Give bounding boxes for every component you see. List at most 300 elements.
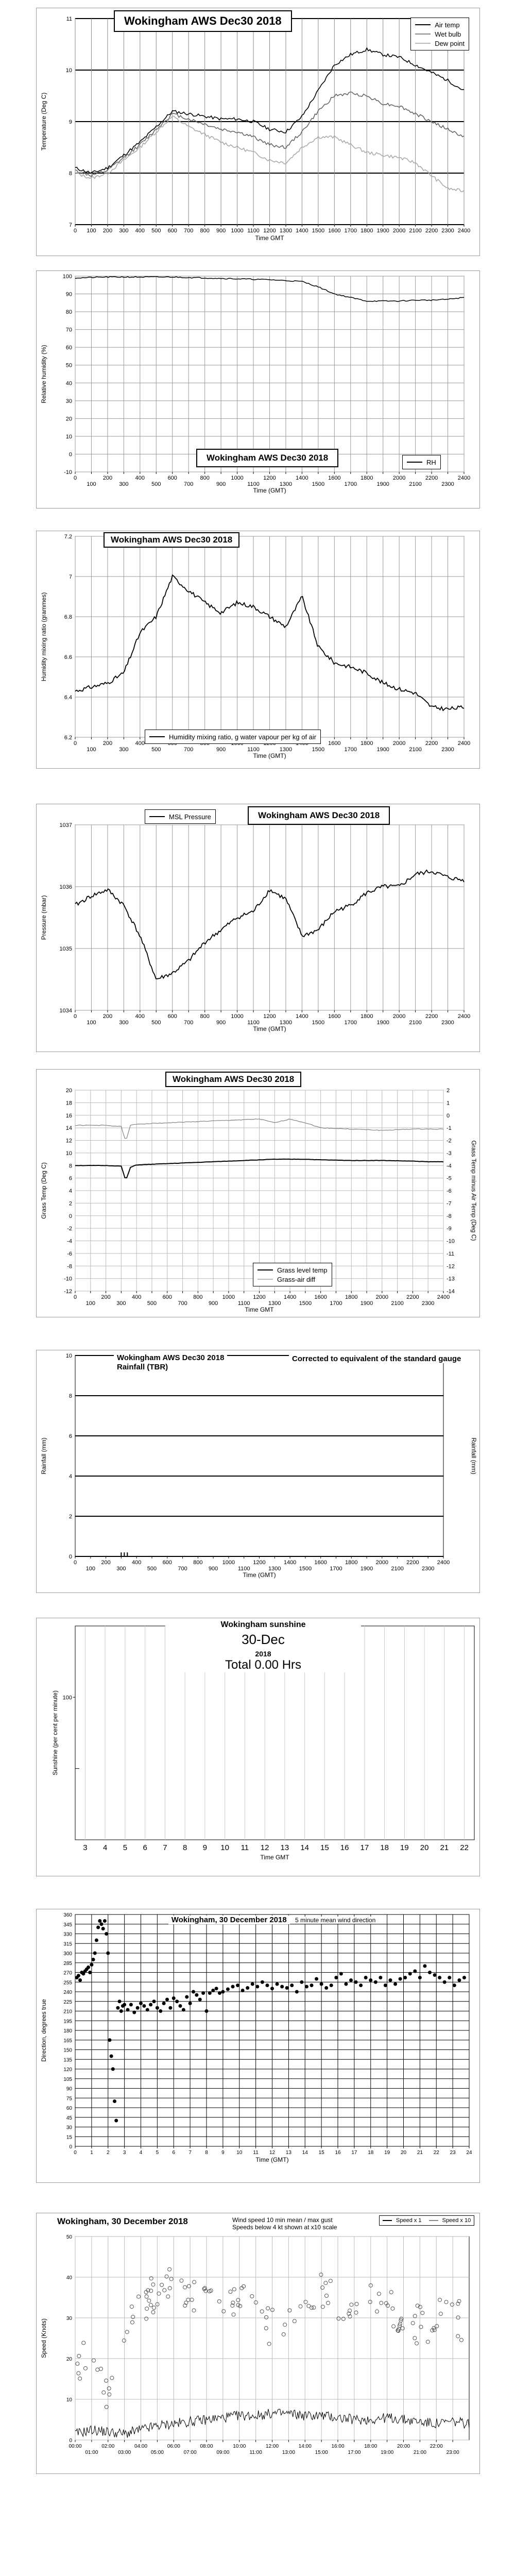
- mixing-ratio-chart-panel: [36, 531, 480, 769]
- gauge-note: Corrected to equivalent of the standard gauge: [289, 1354, 464, 1363]
- x-tick-label: 800: [200, 228, 210, 234]
- chart-title: Wokingham AWS Dec30 2018: [196, 449, 338, 467]
- y-axis-label: Humidity mixing ratio (grammes): [40, 592, 47, 682]
- y-tick-label: 1035: [59, 946, 72, 952]
- x-tick-label: 700: [184, 228, 194, 234]
- x-tick-label: 1100: [247, 1020, 260, 1026]
- y-tick-label: 1037: [59, 822, 72, 828]
- x-tick-label: 07:00: [183, 2450, 197, 2455]
- direction-point: [453, 1984, 456, 1987]
- x-axis-label: Time (GMT): [243, 1571, 276, 1579]
- x-tick-label: 11: [241, 1843, 249, 1852]
- x-tick-label: 10: [220, 1843, 229, 1852]
- x-tick-label: 2200: [406, 1560, 419, 1566]
- x-tick-label: 700: [178, 1300, 187, 1307]
- direction-point: [265, 1984, 269, 1987]
- direction-point: [236, 1984, 239, 1987]
- x-tick-label: 1000: [222, 1294, 235, 1300]
- x-tick-label: 400: [131, 1294, 142, 1300]
- direction-point: [413, 1970, 417, 1973]
- x-tick-label: 1900: [360, 1300, 373, 1307]
- x-tick-label: 09:00: [216, 2450, 230, 2455]
- direction-point: [185, 1995, 188, 1999]
- legend-swatch-rh: [407, 462, 422, 463]
- direction-point: [251, 1982, 254, 1986]
- x-tick-label: 10:00: [233, 2444, 246, 2449]
- direction-point: [393, 1982, 397, 1986]
- y-tick-label: -12: [64, 1289, 72, 1295]
- y-tick-label: 8: [68, 1393, 72, 1399]
- direction-point: [106, 1952, 110, 1955]
- legend-label: Air temp: [435, 21, 460, 29]
- x-tick-label: 4: [102, 1843, 108, 1852]
- x-tick-label: 7: [163, 1843, 167, 1852]
- direction-point: [92, 1958, 95, 1961]
- x-tick-label: 2200: [406, 1294, 419, 1300]
- y2-tick-label: -1: [447, 1125, 452, 1132]
- wind-direction-chart: [37, 1909, 479, 2182]
- direction-point: [423, 1964, 426, 1968]
- sunshine-total: Total 0.00 Hrs: [225, 1658, 302, 1672]
- direction-point: [188, 2002, 192, 2005]
- x-tick-label: 1300: [279, 481, 293, 487]
- x-tick-label: 8: [205, 2150, 208, 2156]
- direction-point: [198, 1998, 202, 2002]
- direction-point: [208, 1991, 212, 1995]
- direction-point: [408, 1972, 412, 1976]
- direction-point: [231, 1985, 235, 1989]
- direction-point: [113, 2099, 116, 2103]
- x-tick-label: 300: [116, 1300, 126, 1307]
- direction-point: [108, 2038, 111, 2042]
- x-tick-label: 2000: [375, 1560, 389, 1566]
- x-tick-label: 15:00: [315, 2450, 328, 2455]
- direction-point: [95, 1939, 98, 1942]
- x-tick-label: 0: [73, 1013, 77, 1020]
- x-tick-label: 1500: [299, 1300, 312, 1307]
- x-tick-label: 1700: [344, 228, 357, 234]
- y-tick-label: 10: [65, 1353, 72, 1359]
- y-tick-label: 135: [63, 2057, 72, 2063]
- direction-point: [201, 1991, 205, 1995]
- x-tick-label: 1100: [237, 1566, 250, 1572]
- y2-tick-label: -4: [447, 1163, 452, 1170]
- chart-title: Wokingham AWS Dec30 2018: [248, 806, 390, 825]
- x-tick-label: 2100: [391, 1300, 404, 1307]
- direction-point: [123, 2003, 126, 2007]
- x-tick-label: 1900: [360, 1566, 373, 1572]
- direction-point: [276, 1982, 279, 1986]
- x-tick-label: 1000: [222, 1560, 235, 1566]
- chart-title: Wokingham, 30 December 2018: [57, 2216, 188, 2226]
- y-tick-label: 14: [65, 1125, 72, 1132]
- x-tick-label: 2100: [409, 228, 422, 234]
- x-tick-label: 06:00: [167, 2444, 180, 2449]
- direction-point: [114, 2119, 118, 2123]
- direction-point: [146, 2008, 149, 2012]
- x-tick-label: 1000: [231, 228, 244, 234]
- x-tick-label: 1700: [344, 481, 357, 487]
- y-tick-label: 7: [68, 222, 72, 228]
- direction-point: [241, 1989, 245, 1992]
- direction-point: [438, 1976, 441, 1979]
- chart-legend: [253, 1263, 332, 1286]
- x-tick-label: 18: [368, 2150, 374, 2156]
- y-tick-label: 210: [63, 2009, 72, 2015]
- y-tick-label: 150: [63, 2047, 72, 2054]
- x-tick-label: 17:00: [348, 2450, 361, 2455]
- direction-point: [111, 2067, 115, 2071]
- y-tick-label: 4: [68, 1473, 72, 1480]
- x-tick-label: 100: [87, 1020, 96, 1026]
- y-tick-label: 180: [63, 2028, 72, 2034]
- direction-point: [165, 1998, 169, 2002]
- x-tick-label: 3: [123, 2150, 126, 2156]
- y-tick-label: 300: [63, 1951, 72, 1957]
- y-axis-label: Relative humidity (%): [40, 345, 47, 403]
- x-axis-label: Time (GMT): [253, 487, 286, 494]
- x-tick-label: 17: [351, 2150, 357, 2156]
- y-tick-label: 100: [62, 274, 72, 280]
- chart-legend: [145, 809, 216, 824]
- direction-point: [462, 1976, 466, 1979]
- chart-title-line: Wokingham AWS Dec30 2018: [117, 1353, 225, 1362]
- x-tick-label: 1700: [330, 1566, 342, 1572]
- y2-tick-label: -2: [447, 1138, 452, 1144]
- x-tick-label: 100: [87, 481, 96, 487]
- x-tick-label: 1500: [312, 1020, 325, 1026]
- x-tick-label: 200: [101, 1560, 111, 1566]
- direction-point: [399, 1977, 402, 1981]
- x-tick-label: 1100: [237, 1300, 250, 1307]
- direction-point: [195, 1993, 198, 1997]
- legend-swatch-speed-x10: [429, 2220, 438, 2221]
- x-tick-label: 02:00: [101, 2444, 115, 2449]
- y-tick-label: 40: [65, 380, 72, 387]
- direction-point: [175, 1999, 179, 2003]
- x-tick-label: 0: [73, 228, 77, 234]
- x-tick-label: 1200: [253, 1294, 266, 1300]
- legend-label: Humidity mixing ratio, g water vapour per kg of air: [169, 733, 317, 741]
- x-tick-label: 800: [193, 1294, 203, 1300]
- direction-point: [218, 1991, 221, 1995]
- y-tick-label: 7.2: [64, 534, 72, 540]
- y-tick-label: 270: [63, 1970, 72, 1976]
- x-tick-label: 1800: [360, 1013, 373, 1020]
- direction-point: [448, 1976, 451, 1979]
- x-tick-label: 13: [280, 1843, 289, 1852]
- x-tick-label: 600: [162, 1294, 172, 1300]
- x-tick-label: 1300: [279, 1020, 293, 1026]
- y-tick-label: 40: [66, 2275, 72, 2281]
- x-tick-label: 2000: [392, 475, 406, 481]
- y-tick-label: 10: [65, 433, 72, 440]
- x-tick-label: 2400: [437, 1560, 450, 1566]
- x-tick-label: 08:00: [200, 2444, 213, 2449]
- x-tick-label: 24: [466, 2150, 472, 2156]
- direction-point: [300, 1980, 303, 1984]
- x-tick-label: 21: [440, 1843, 449, 1852]
- direction-point: [305, 1985, 308, 1989]
- y-tick-label: 2: [68, 1514, 72, 1520]
- x-tick-label: 100: [85, 1300, 95, 1307]
- direction-point: [119, 2009, 123, 2013]
- x-tick-label: 18:00: [364, 2444, 377, 2449]
- wind-direction-header: [165, 1916, 382, 1925]
- direction-point: [101, 1927, 105, 1930]
- legend-swatch-mixing-ratio: [149, 736, 165, 737]
- x-tick-label: 1100: [247, 747, 260, 753]
- y-tick-label: 6: [68, 1175, 72, 1182]
- y-tick-label: 30: [66, 2125, 72, 2131]
- direction-point: [136, 2006, 140, 2010]
- grass-temperature-chart-panel: [36, 1069, 480, 1317]
- chart-subtitle: Rainfall (TBR): [117, 1363, 168, 1371]
- x-tick-label: 1000: [231, 475, 244, 481]
- x-tick-label: 2300: [421, 1566, 435, 1572]
- x-tick-label: 1100: [247, 481, 260, 487]
- x-tick-label: 500: [147, 1566, 157, 1572]
- x-axis-label: Time (GMT): [253, 752, 286, 759]
- y2-tick-label: -7: [447, 1200, 452, 1207]
- direction-point: [129, 2003, 133, 2007]
- x-tick-label: 1600: [328, 475, 341, 481]
- direction-point: [320, 1982, 323, 1986]
- x-tick-label: 600: [167, 475, 177, 481]
- y2-tick-label: -14: [447, 1289, 455, 1295]
- x-tick-label: 13: [285, 2150, 291, 2156]
- y-tick-label: 6: [68, 1433, 72, 1439]
- direction-point: [87, 1965, 90, 1969]
- x-tick-label: 500: [151, 1020, 161, 1026]
- x-tick-label: 20:00: [397, 2444, 410, 2449]
- direction-point: [310, 1984, 314, 1987]
- x-tick-label: 900: [216, 747, 226, 753]
- x-tick-label: 500: [151, 747, 161, 753]
- y-tick-label: 80: [65, 309, 72, 316]
- x-tick-label: 600: [162, 1560, 172, 1566]
- y-tick-label: 6.4: [64, 694, 72, 701]
- y-tick-label: 120: [63, 2067, 72, 2073]
- x-tick-label: 2400: [457, 228, 471, 234]
- x-axis-label: Time (GMT): [255, 2156, 289, 2163]
- x-tick-label: 700: [184, 1020, 194, 1026]
- direction-point: [93, 1952, 97, 1955]
- x-tick-label: 6: [172, 2150, 176, 2156]
- sunshine-chart-panel: [36, 1618, 480, 1876]
- y-tick-label: 6.6: [64, 654, 72, 660]
- direction-point: [152, 1999, 156, 2003]
- y2-tick-label: -12: [447, 1263, 455, 1270]
- direction-point: [334, 1976, 338, 1979]
- y2-tick-label: -3: [447, 1150, 452, 1157]
- x-tick-label: 1900: [376, 228, 389, 234]
- direction-point: [374, 1980, 377, 1984]
- x-tick-label: 0: [74, 2150, 77, 2156]
- x-tick-label: 1900: [376, 1020, 389, 1026]
- direction-point: [339, 1972, 343, 1976]
- direction-point: [270, 1987, 274, 1990]
- direction-point: [290, 1984, 294, 1987]
- legend-label: RH: [426, 458, 436, 466]
- y-tick-label: 15: [66, 2134, 72, 2141]
- x-tick-label: 900: [216, 1020, 226, 1026]
- chart-title: Wokingham, 30 December 2018: [168, 1916, 290, 1924]
- x-tick-label: 5: [156, 2150, 159, 2156]
- legend-label: Speed x 10: [442, 2217, 471, 2224]
- x-tick-label: 800: [193, 1560, 203, 1566]
- direction-point: [149, 2003, 152, 2007]
- x-tick-label: 1600: [328, 740, 341, 747]
- direction-point: [226, 1988, 230, 1991]
- chart-legend: [145, 730, 321, 744]
- y-tick-label: 45: [66, 2115, 72, 2121]
- y-tick-label: 0: [68, 1213, 72, 1219]
- x-tick-label: 7: [188, 2150, 192, 2156]
- plot-area: [75, 1355, 443, 1556]
- direction-point: [315, 1977, 318, 1981]
- y-tick-label: 10: [65, 1150, 72, 1157]
- x-tick-label: 1: [90, 2150, 93, 2156]
- y-tick-label: 240: [63, 1990, 72, 1995]
- x-tick-label: 1400: [296, 475, 308, 481]
- x-tick-label: 300: [116, 1566, 126, 1572]
- y-tick-label: 20: [65, 416, 72, 422]
- x-tick-label: 00:00: [68, 2444, 82, 2449]
- y-tick-label: 70: [65, 327, 72, 333]
- y-axis-label: Direction, degrees true: [40, 1999, 47, 2062]
- legend-label: Speed x 1: [396, 2217, 422, 2224]
- pressure-chart-panel: [36, 804, 480, 1052]
- x-tick-label: 1000: [231, 1013, 244, 1020]
- y-tick-label: 345: [63, 1922, 72, 1928]
- y2-tick-label: -5: [447, 1175, 452, 1182]
- direction-point: [182, 2008, 185, 2012]
- y-tick-label: -6: [67, 1250, 72, 1257]
- x-tick-label: 200: [101, 1294, 111, 1300]
- wind-direction-chart-panel: [36, 1909, 480, 2183]
- legend-swatch-wet-bulb: [415, 33, 431, 35]
- direction-point: [443, 1980, 447, 1984]
- sunshine-header: [165, 1620, 361, 1672]
- x-tick-label: 1500: [312, 481, 325, 487]
- direction-point: [285, 1986, 289, 1990]
- direction-point: [389, 1978, 392, 1982]
- y-axis-label: Speed (Knots): [40, 2318, 47, 2358]
- y-tick-label: 11: [66, 16, 72, 22]
- x-tick-label: 2400: [437, 1294, 450, 1300]
- x-tick-label: 20: [420, 1843, 429, 1852]
- y-tick-label: 20: [65, 1088, 72, 1094]
- x-tick-label: 16: [340, 1843, 349, 1852]
- direction-point: [103, 1919, 107, 1923]
- y-tick-label: 4: [68, 1188, 72, 1194]
- y-tick-label: 8: [68, 171, 72, 177]
- x-tick-label: 2300: [441, 747, 454, 753]
- y2-tick-label: -11: [447, 1250, 455, 1257]
- chart-subtitle-2: Speeds below 4 kt shown at x10 scale: [232, 2224, 337, 2231]
- y-tick-label: 195: [63, 2019, 72, 2025]
- legend-swatch-msl-pressure: [149, 816, 165, 817]
- legend-label: Grass level temp: [277, 1266, 328, 1274]
- chart-legend: [379, 2215, 474, 2226]
- x-tick-label: 400: [135, 740, 145, 747]
- y-tick-label: 0: [68, 1554, 72, 1560]
- x-tick-label: 1200: [263, 228, 276, 234]
- y-tick-label: 30: [65, 398, 72, 404]
- y-tick-label: 0: [68, 451, 72, 458]
- y-tick-label: 10: [65, 67, 72, 74]
- direction-point: [156, 2006, 159, 2010]
- x-tick-label: 1200: [253, 1560, 266, 1566]
- y2-axis-label: Grass Temp minus Air Temp (Deg C): [470, 1140, 477, 1241]
- x-tick-label: 1800: [345, 1560, 358, 1566]
- x-tick-label: 1400: [283, 1294, 297, 1300]
- x-tick-label: 200: [102, 475, 113, 481]
- direction-point: [126, 2008, 130, 2012]
- x-tick-label: 2300: [441, 228, 454, 234]
- x-tick-label: 5: [123, 1843, 128, 1852]
- relative-humidity-chart: [37, 271, 479, 508]
- direction-point: [205, 2009, 209, 2013]
- direction-point: [162, 2002, 166, 2005]
- x-tick-label: 04:00: [134, 2444, 148, 2449]
- direction-point: [457, 1978, 461, 1982]
- x-tick-label: 2: [106, 2150, 110, 2156]
- x-axis-label: Time GMT: [245, 1306, 274, 1313]
- direction-point: [359, 1984, 363, 1987]
- x-tick-label: 1700: [344, 747, 357, 753]
- y-tick-label: 75: [66, 2096, 72, 2102]
- x-tick-label: 21:00: [413, 2450, 426, 2455]
- legend-swatch-air-temp: [415, 24, 431, 25]
- direction-point: [96, 1926, 100, 1929]
- x-tick-label: 2100: [409, 1020, 422, 1026]
- x-tick-label: 2100: [391, 1566, 404, 1572]
- y-tick-label: -2: [67, 1226, 72, 1232]
- y-tick-label: 315: [63, 1941, 72, 1947]
- x-tick-label: 2400: [457, 740, 471, 747]
- chart-title: Wokingham AWS Dec30 2018: [114, 10, 292, 32]
- x-tick-label: 2000: [392, 228, 406, 234]
- y-tick-label: 60: [65, 345, 72, 351]
- y-tick-label: 0: [69, 2438, 72, 2444]
- direction-point: [246, 1986, 249, 1990]
- chart-title: Wokingham AWS Dec30 2018: [104, 532, 239, 548]
- direction-point: [215, 1987, 218, 1990]
- x-tick-label: 400: [135, 228, 145, 234]
- x-axis-label: Time (GMT): [253, 1025, 286, 1032]
- x-tick-label: 1200: [263, 1013, 276, 1020]
- y2-axis-label: Rainfall (mm): [470, 1437, 477, 1475]
- y-tick-label: 165: [63, 2038, 72, 2044]
- y2-tick-label: -13: [447, 1276, 455, 1282]
- y2-tick-label: 1: [447, 1100, 450, 1107]
- legend-swatch-grass-air-diff: [258, 1279, 273, 1280]
- x-tick-label: 100: [87, 228, 96, 234]
- y-tick-label: 255: [63, 1980, 72, 1986]
- x-tick-label: 600: [167, 228, 177, 234]
- x-tick-label: 0: [73, 1560, 77, 1566]
- direction-point: [403, 1976, 407, 1979]
- direction-point: [280, 1985, 284, 1989]
- x-tick-label: 700: [178, 1566, 187, 1572]
- x-tick-label: 1300: [279, 228, 293, 234]
- legend-label: MSL Pressure: [169, 812, 211, 821]
- y-tick-label: -8: [67, 1263, 72, 1270]
- x-tick-label: 19:00: [381, 2450, 394, 2455]
- x-tick-label: 500: [147, 1300, 157, 1307]
